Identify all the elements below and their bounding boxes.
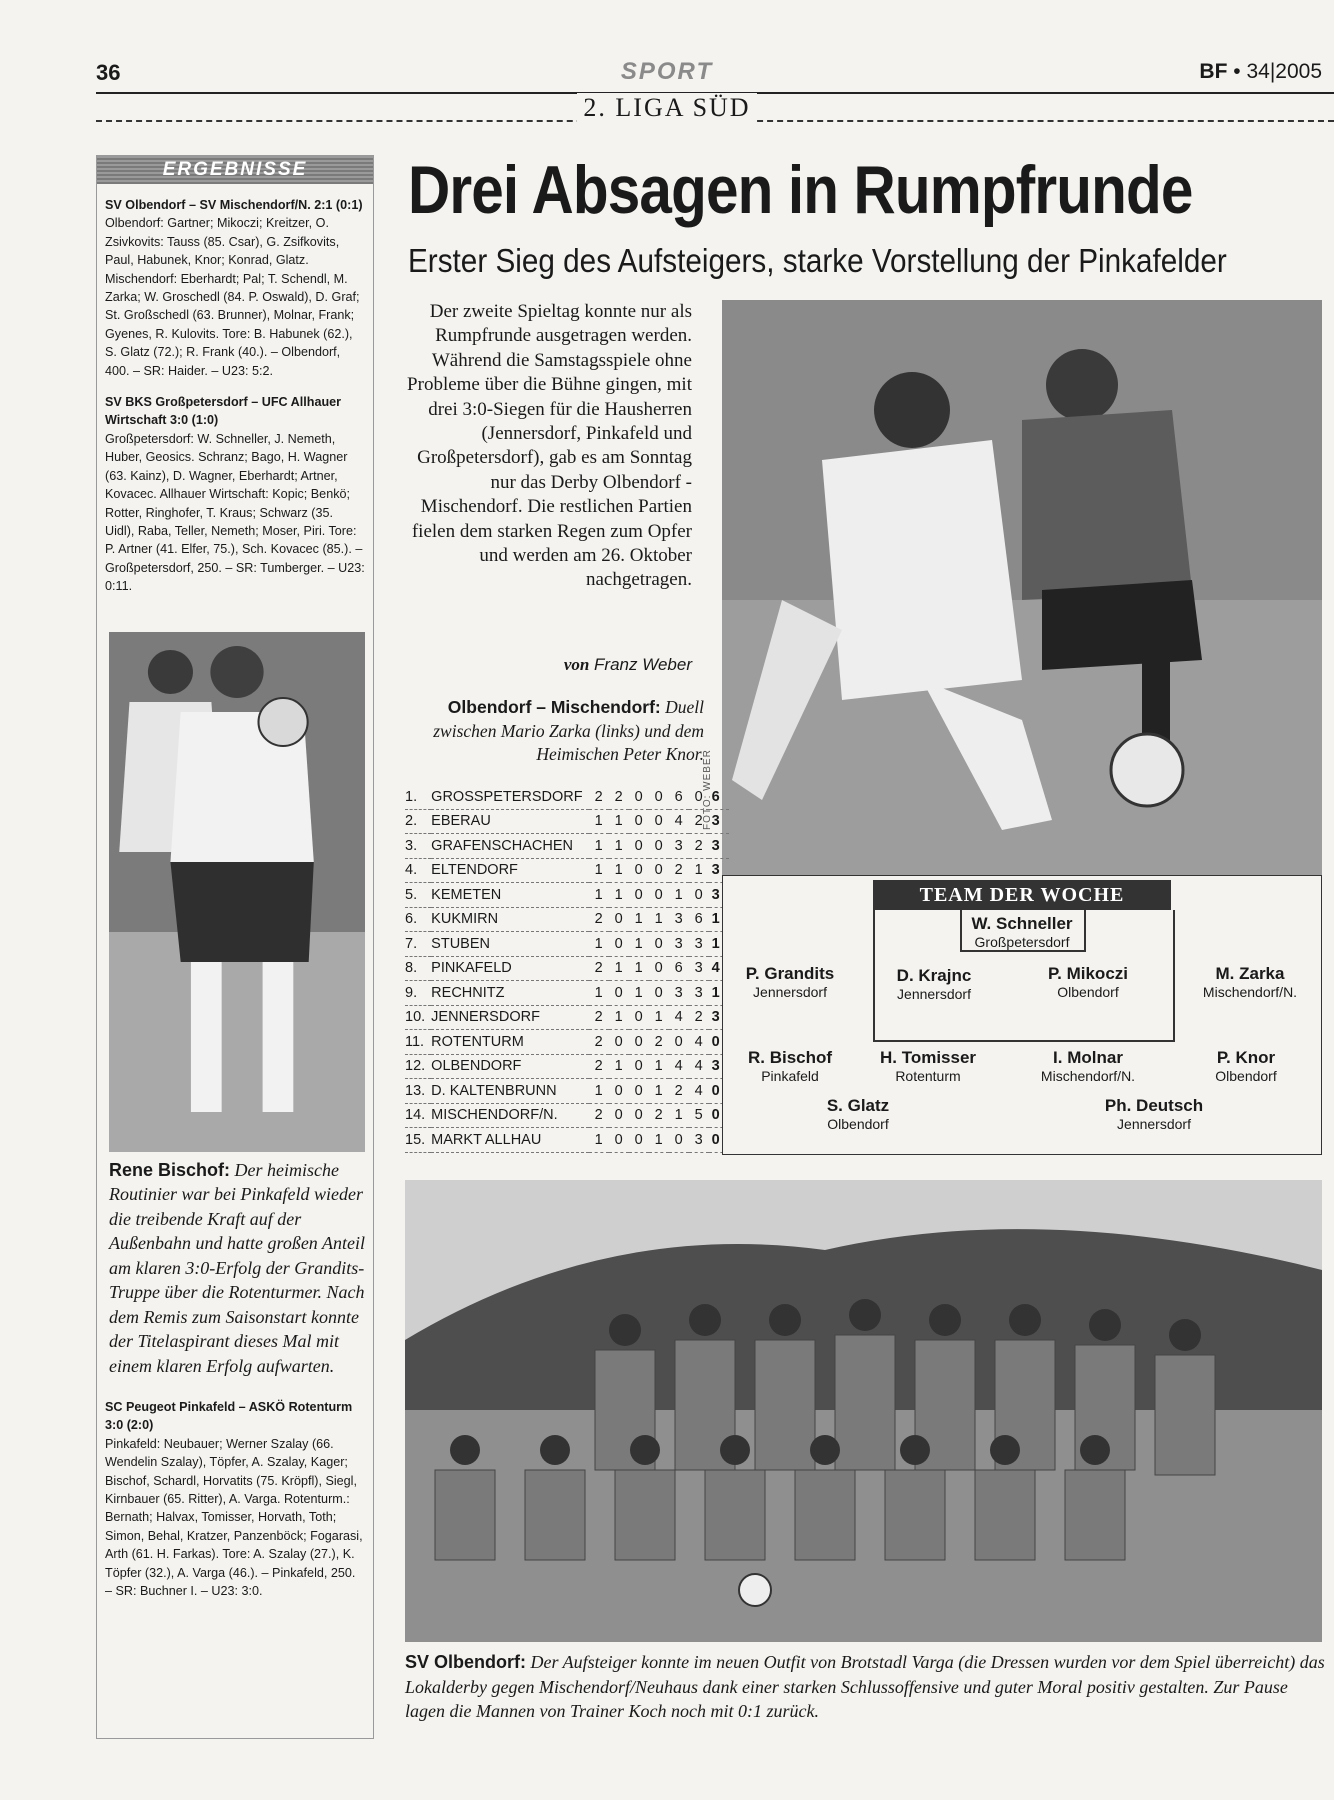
games-cell: 2 [589,785,609,809]
player-name: R. Bischof [747,1048,833,1067]
games-cell: 2 [589,1103,609,1128]
goals-for-cell: 6 [669,956,689,981]
player-club: Mischendorf/N. [1202,984,1298,1000]
points-cell: 3 [709,834,729,859]
games-cell: 2 [589,1054,609,1079]
goals-against-cell: 4 [689,1030,709,1055]
losses-cell: 1 [649,1128,669,1153]
player-club: Pinkafeld [761,1068,819,1084]
draws-cell: 0 [629,1005,649,1030]
result-body: Großpetersdorf: W. Schneller, J. Nemeth, Huber, Geosics. Schranz; Bago, H. Wagner (63. Kainz), D. Wagner, Eberhardt; Artner, Kovacec. Allhauer Wirtschaft: Kopic; Benkö; Rotter, Ringhofer, T. Kraus; Schwarz (35. Uidl), Raba, Teller, Nemeth; Moser, Piri. Tore: P. Artner (41. Elfer, 75.), Sch. Kovacec (85.). – Großpetersdorf, 250. – SR: Tumberger. – U23: 0:11. [105,431,365,594]
losses-cell: 0 [649,883,669,908]
games-cell: 2 [589,907,609,932]
player-striker [1079,1096,1229,1132]
goals-against-cell: 2 [689,1005,709,1030]
draws-cell: 0 [629,1079,649,1104]
photo-caption-text: Duell zwischen Mario Zarka (links) und dem Heimischen Peter Knor. [433,697,704,764]
player-striker [783,1096,933,1132]
rank-cell: 10. [405,1005,431,1030]
team-cell: D. KALTENBRUNN [431,1079,588,1104]
draws-cell: 0 [629,1054,649,1079]
player-defender [715,964,865,1000]
bullet: • [1233,60,1241,83]
games-cell: 1 [589,1079,609,1104]
wins-cell: 1 [609,809,629,834]
rank-cell: 6. [405,907,431,932]
caption-text: Der heimische Routinier war bei Pinkafeld wieder die treibende Kraft auf der Außenbahn und hatte großen Anteil am klaren 3:0-Erfolg der Grandits-Truppe über die Rotenturmer. Nach dem Remis zum Saisonstart konnte der Titelaspirant dieses Mal mit einem klaren Erfolg aufwarten. [109,1159,365,1376]
standings-row [405,834,729,859]
results-header: ERGEBNISSE [97,156,373,184]
standings-row [405,785,729,809]
rank-cell: 11. [405,1030,431,1055]
rank-cell: 15. [405,1128,431,1153]
issue-number: 34|2005 [1246,60,1322,83]
rank-cell: 14. [405,1103,431,1128]
goals-for-cell: 6 [669,785,689,809]
rank-cell: 8. [405,956,431,981]
player-defender [1013,964,1163,1000]
goals-for-cell: 1 [669,883,689,908]
draws-cell: 1 [629,981,649,1006]
photo-credit: FOTO: WEBER [702,749,713,830]
standings-row [405,981,729,1006]
standings-row [405,1054,729,1079]
team-cell: GROSSPETERSDORF [431,785,588,809]
team-cell: KUKMIRN [431,907,588,932]
result-title: SC Peugeot Pinkafeld – ASKÖ Rotenturm 3:0 (2:0) [105,1400,353,1433]
player-midfielder [715,1048,865,1084]
goals-for-cell: 4 [669,809,689,834]
team-cell: EBERAU [431,809,588,834]
goals-against-cell: 0 [689,785,709,809]
points-cell: 4 [709,956,729,981]
losses-cell: 1 [649,1054,669,1079]
points-cell: 3 [709,1005,729,1030]
games-cell: 1 [589,834,609,859]
rank-cell: 3. [405,834,431,859]
points-cell: 3 [709,809,729,834]
draws-cell: 0 [629,883,649,908]
goals-against-cell: 3 [689,981,709,1006]
points-cell: 3 [709,858,729,883]
results-sidebar [96,155,374,1739]
player-club: Olbendorf [1215,1068,1277,1084]
games-cell: 2 [589,956,609,981]
goals-against-cell: 2 [689,809,709,834]
standings-table [405,785,729,1153]
draws-cell: 0 [629,785,649,809]
results-list [97,184,373,596]
draws-cell: 1 [629,907,649,932]
standings-row [405,1103,729,1128]
rank-cell: 4. [405,858,431,883]
league-title: 2. LIGA SÜD [577,93,756,122]
team-cell: GRAFENSCHACHEN [431,834,588,859]
player-name: S. Glatz [826,1096,890,1115]
standings-row [405,907,729,932]
losses-cell: 0 [649,956,669,981]
goals-for-cell: 0 [669,1128,689,1153]
standings-row [405,932,729,957]
player-club: Jennersdorf [1117,1116,1191,1132]
losses-cell: 0 [649,785,669,809]
result-body: Pinkafeld: Neubauer; Werner Szalay (66. Wendelin Szalay), Töpfer, A. Szalay, Kager; Bischof, Schardl, Horvatits (75. Kröpfl), Siegl, Kirnbauer (65. Ritter), A. Varga. Rotenturm.: Bernath; Halvax, Tomisser, Horvath, Toth; Simon, Behal, Kratzer, Panzenböck; Fogarasi, Arth (61. H. Farkas). Tore: A. Szalay (27.), K. Töpfer (32.), A. Varga (46.). – Pinkafeld, 250. – SR: Buchner I. – U23: 3:0. [105,1436,363,1599]
player-goalkeeper [947,914,1097,950]
publication-name: BF [1199,60,1228,83]
points-cell: 1 [709,932,729,957]
losses-cell: 0 [649,809,669,834]
goals-for-cell: 2 [669,1079,689,1104]
wins-cell: 0 [609,1079,629,1104]
player-name: P. Knor [1216,1048,1276,1067]
points-cell: 0 [709,1079,729,1104]
result-title: SV Olbendorf – SV Mischendorf/N. 2:1 (0:1) [105,198,363,212]
games-cell: 1 [589,883,609,908]
player-name: D. Krajnc [896,966,972,985]
goals-against-cell: 6 [689,907,709,932]
goals-against-cell: 3 [689,932,709,957]
goals-against-cell: 4 [689,1054,709,1079]
page-number: 36 [96,60,121,85]
team-cell: PINKAFELD [431,956,588,981]
player-name: P. Mikoczi [1048,964,1128,983]
team-cell: STUBEN [431,932,588,957]
team-cell: MISCHENDORF/N. [431,1103,588,1128]
points-cell: 1 [709,907,729,932]
draws-cell: 0 [629,1030,649,1055]
photo-caption-title: Olbendorf – Mischendorf: [447,697,661,717]
goals-against-cell: 3 [689,956,709,981]
games-cell: 2 [589,1005,609,1030]
team-cell: JENNERSDORF [431,1005,588,1030]
player-midfielder [1171,1048,1321,1084]
losses-cell: 1 [649,1005,669,1030]
team-caption-title: SV Olbendorf: [405,1652,526,1672]
losses-cell: 1 [649,907,669,932]
team-cell: MARKT ALLHAU [431,1128,588,1153]
wins-cell: 1 [609,883,629,908]
player-name: W. Schneller [971,914,1073,933]
rank-cell: 13. [405,1079,431,1104]
rank-cell: 2. [405,809,431,834]
player-club: Olbendorf [827,1116,889,1132]
player-defender [1175,964,1325,1000]
player-name: P. Grandits [745,964,835,983]
team-of-the-week [722,875,1322,1155]
result-body: Olbendorf: Gartner; Mikoczi; Kreitzer, O. Zsivkovits: Tauss (85. Csar), G. Zsifkovits, Paul, Habunek, Knor; Konrad, Glatz. Mischendorf: Eberhardt; Pal; T. Schendl, M. Zarka; W. Groschedl (84. P. Oswald), D. Graf; St. Großschedl (63. Brunner), Molnar, Frank; Gyenes, R. Kulovits. Tore: B. Habunek (62.), S. Glatz (72.); R. Frank (40.). – Olbendorf, 400. – SR: Haider. – U23: 5:2. [105,216,360,378]
points-cell: 3 [709,1054,729,1079]
team-photo-caption [405,1650,1325,1724]
games-cell: 1 [589,981,609,1006]
games-cell: 1 [589,932,609,957]
result-title: SV BKS Großpetersdorf – UFC Allhauer Wirtschaft 3:0 (1:0) [105,395,342,428]
byline [400,655,692,675]
sidebar-photo-caption [97,1158,373,1379]
publication-info [1199,60,1322,84]
lead-text: Der zweite Spieltag konnte nur als Rumpfrunde ausgetragen werden. Während die Samstagsspiele ohne Probleme über die Bühne gingen, mit drei 3:0-Siegen für die Hausherren (Jennersdorf, Pinkafeld und Großpetersdorf), gab es am Sonntag nur das Derby Olbendorf - Mischendorf. Die restlichen Partien fielen dem starken Regen zum Opfer und werden am 26. Oktober nachgetragen. [407,301,692,591]
points-cell: 0 [709,1128,729,1153]
losses-cell: 2 [649,1103,669,1128]
result-block [105,1398,365,1600]
goals-for-cell: 1 [669,1103,689,1128]
section-title: SPORT [620,58,714,85]
draws-cell: 0 [629,858,649,883]
headline: Drei Absagen in Rumpfrunde [408,152,1193,228]
draws-cell: 1 [629,932,649,957]
points-cell: 0 [709,1030,729,1055]
wins-cell: 1 [609,1005,629,1030]
goals-for-cell: 2 [669,858,689,883]
wins-cell: 1 [609,1054,629,1079]
result-block [105,393,365,595]
rank-cell: 12. [405,1054,431,1079]
standings-row [405,1030,729,1055]
goals-against-cell: 1 [689,858,709,883]
losses-cell: 0 [649,834,669,859]
caption-name: Rene Bischof: [109,1159,231,1180]
goals-for-cell: 0 [669,1030,689,1055]
wins-cell: 1 [609,858,629,883]
standings-row [405,883,729,908]
player-midfielder [1013,1048,1163,1084]
results-list-2 [97,1378,373,1600]
draws-cell: 0 [629,1128,649,1153]
main-photo-caption [400,696,704,767]
goals-for-cell: 3 [669,907,689,932]
team-photo [405,1180,1322,1642]
goals-for-cell: 3 [669,981,689,1006]
goals-against-cell: 3 [689,1128,709,1153]
goals-against-cell: 2 [689,834,709,859]
team-cell: ROTENTURM [431,1030,588,1055]
team-photo-graphic [405,1180,1322,1642]
team-cell: RECHNITZ [431,981,588,1006]
rank-cell: 9. [405,981,431,1006]
standings-row [405,1079,729,1104]
wins-cell: 0 [609,932,629,957]
team-cell: ELTENDORF [431,858,588,883]
team-cell: OLBENDORF [431,1054,588,1079]
standings-row [405,1128,729,1153]
standings-row [405,858,729,883]
league-banner [0,93,1334,123]
player-club: Mischendorf/N. [1040,1068,1136,1084]
draws-cell: 0 [629,1103,649,1128]
standings-row [405,956,729,981]
result-block [105,196,365,380]
points-cell: 3 [709,883,729,908]
byline-prefix: von [563,655,590,674]
games-cell: 1 [589,1128,609,1153]
losses-cell: 0 [649,981,669,1006]
sidebar-action-photo [109,632,365,1152]
player-club: Jennersdorf [897,986,971,1002]
team-of-week-title: TEAM DER WOCHE [873,880,1171,910]
rank-cell: 5. [405,883,431,908]
goals-against-cell: 0 [689,883,709,908]
losses-cell: 0 [649,858,669,883]
rank-cell: 1. [405,785,431,809]
points-cell: 1 [709,981,729,1006]
draws-cell: 0 [629,834,649,859]
wins-cell: 1 [609,834,629,859]
player-name: I. Molnar [1053,1048,1123,1067]
player-name: Ph. Deutsch [1104,1096,1204,1115]
player-club: Rotenturm [895,1068,961,1084]
player-name: M. Zarka [1215,964,1285,983]
player-midfielder [853,1048,1003,1084]
team-cell: KEMETEN [431,883,588,908]
wins-cell: 2 [609,785,629,809]
games-cell: 1 [589,858,609,883]
wins-cell: 0 [609,1030,629,1055]
goals-for-cell: 4 [669,1054,689,1079]
standings-row [405,1005,729,1030]
player-defender [859,966,1009,1002]
games-cell: 1 [589,809,609,834]
games-cell: 2 [589,1030,609,1055]
subheadline: Erster Sieg des Aufsteigers, starke Vorstellung der Pinkafelder [408,242,1227,279]
losses-cell: 2 [649,1030,669,1055]
wins-cell: 0 [609,981,629,1006]
standings-row [405,809,729,834]
wins-cell: 1 [609,956,629,981]
draws-cell: 1 [629,956,649,981]
goals-for-cell: 3 [669,932,689,957]
rank-cell: 7. [405,932,431,957]
goals-against-cell: 5 [689,1103,709,1128]
wins-cell: 0 [609,1103,629,1128]
losses-cell: 0 [649,932,669,957]
points-cell: 0 [709,1103,729,1128]
goals-against-cell: 4 [689,1079,709,1104]
player-club: Jennersdorf [753,984,827,1000]
losses-cell: 1 [649,1079,669,1104]
team-caption-text: Der Aufsteiger konnte im neuen Outfit von Brotstadl Varga (die Dressen wurden vor dem Spiel überreicht) das Lokalderby gegen Mischendorf/Neuhaus dank einer starken Schlussoffensive und guter Moral positiv gestalten. Zur Pause lagen die Mannen von Trainer Koch noch mit 0:1 zurück. [405,1652,1325,1721]
player-name: H. Tomisser [879,1048,977,1067]
match-photo-graphic [722,300,1322,875]
wins-cell: 0 [609,1128,629,1153]
points-cell: 6 [709,785,729,809]
draws-cell: 0 [629,809,649,834]
player-club: Olbendorf [1057,984,1119,1000]
wins-cell: 0 [609,907,629,932]
player-photo-graphic [109,632,365,1152]
goals-for-cell: 3 [669,834,689,859]
main-action-photo [722,300,1322,875]
player-club: Großpetersdorf [974,934,1070,950]
byline-author: Franz Weber [594,655,692,674]
goals-for-cell: 4 [669,1005,689,1030]
